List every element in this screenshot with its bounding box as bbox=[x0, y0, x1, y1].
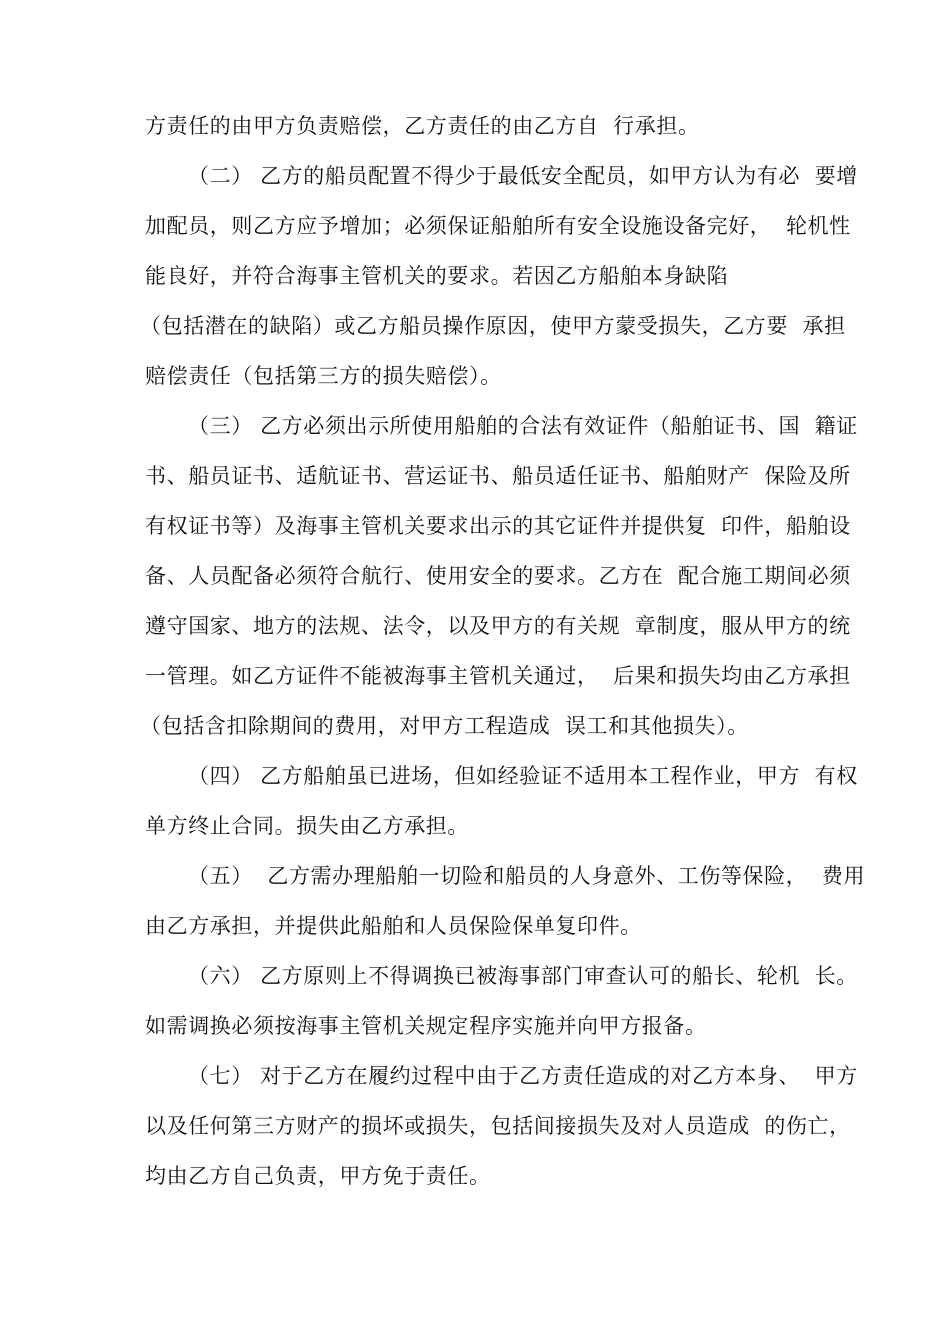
text-line: 如需调换必须按海事主管机关规定程序实施并向甲方报备。 bbox=[145, 1014, 707, 1038]
text-line: 一管理。如乙方证件不能被海事主管机关通过， 后果和损失均由乙方承担 bbox=[145, 664, 851, 688]
text-line: （三） 乙方必须出示所使用船舶的合法有效证件（船舶证书、国 籍证 bbox=[188, 414, 858, 438]
text-line: （二） 乙方的船员配置不得少于最低安全配员，如甲方认为有必 要增 bbox=[188, 164, 858, 188]
text-line: 能良好，并符合海事主管机关的要求。若因乙方船舶本身缺陷 bbox=[145, 264, 729, 288]
text-line: 方责任的由甲方负责赔偿，乙方责任的由乙方自 行承担。 bbox=[145, 114, 700, 138]
text-line: （四） 乙方船舶虽已进场，但如经验证不适用本工程作业，甲方 有权 bbox=[188, 764, 858, 788]
text-line: 单方终止合同。损失由乙方承担。 bbox=[145, 814, 469, 838]
text-line: 均由乙方自己负责，甲方免于责任。 bbox=[145, 1164, 491, 1188]
text-line: （包括含扣除期间的费用，对甲方工程造成 误工和其他损失）。 bbox=[140, 714, 749, 738]
text-line: 遵守国家、地方的法规、法令，以及甲方的有关规 章制度，服从甲方的统 bbox=[145, 614, 851, 638]
text-line: 有权证书等）及海事主管机关要求出示的其它证件并提供复 印件，船舶设 bbox=[145, 514, 851, 538]
text-line: （五） 乙方需办理船舶一切险和船员的人身意外、工伤等保险， 费用 bbox=[188, 864, 866, 888]
text-line: 以及任何第三方财产的损坏或损失，包括间接损失及对人员造成 的伤亡， bbox=[145, 1114, 851, 1138]
text-line: （包括潜在的缺陷）或乙方船员操作原因，使甲方蒙受损失，乙方要 承担 bbox=[140, 314, 846, 338]
text-line: 书、船员证书、适航证书、营运证书、船员适任证书、船舶财产 保险及所 bbox=[145, 464, 851, 488]
text-line: （七） 对于乙方在履约过程中由于乙方责任造成的对乙方本身、 甲方 bbox=[188, 1064, 858, 1088]
text-line: 加配员，则乙方应予增加；必须保证船舶所有安全设施设备完好， 轮机性 bbox=[145, 214, 851, 238]
text-line: 赔偿责任（包括第三方的损失赔偿）。 bbox=[145, 364, 502, 388]
text-line: 由乙方承担，并提供此船舶和人员保险保单复印件。 bbox=[145, 914, 642, 938]
text-line: 备、人员配备必须符合航行、使用安全的要求。乙方在 配合施工期间必须 bbox=[145, 564, 851, 588]
text-line: （六） 乙方原则上不得调换已被海事部门审查认可的船长、轮机 长。 bbox=[188, 964, 858, 988]
